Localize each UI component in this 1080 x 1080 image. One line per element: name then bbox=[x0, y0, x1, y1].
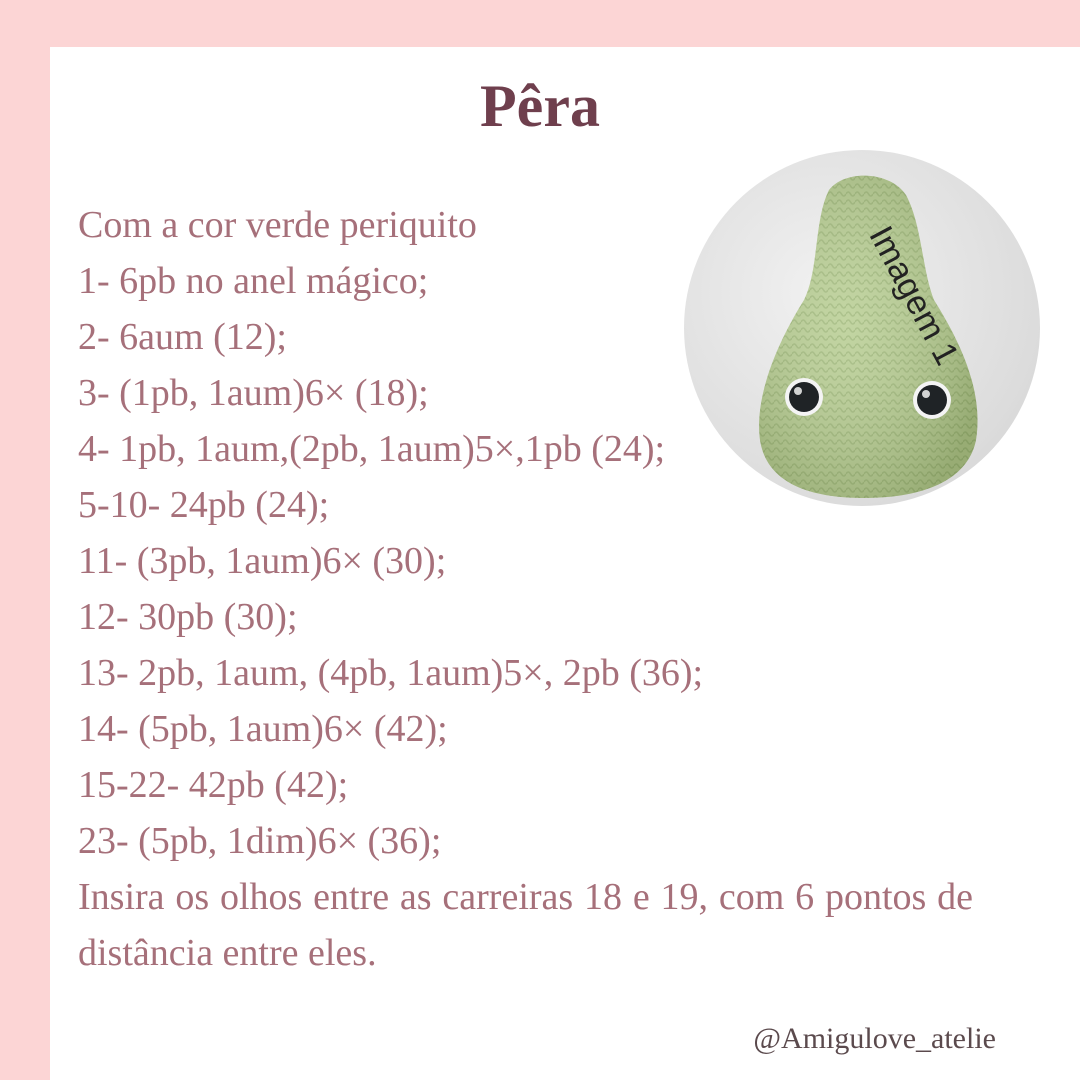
instruction-line: 23- (5pb, 1dim)6× (36); bbox=[78, 820, 442, 862]
instruction-line: 3- (1pb, 1aum)6× (18); bbox=[78, 372, 429, 414]
instagram-handle: @Amigulove_atelie bbox=[753, 1022, 996, 1055]
instruction-line: Com a cor verde periquito bbox=[78, 204, 477, 246]
instruction-line: 5-10- 24pb (24); bbox=[78, 484, 330, 526]
page-title: Pêra bbox=[480, 73, 600, 139]
instruction-line: 11- (3pb, 1aum)6× (30); bbox=[78, 540, 447, 582]
pattern-instructions bbox=[78, 197, 973, 981]
instruction-line: 4- 1pb, 1aum,(2pb, 1aum)5×,1pb (24); bbox=[78, 428, 666, 470]
instruction-line: 12- 30pb (30); bbox=[78, 596, 298, 638]
instruction-line: 2- 6aum (12); bbox=[78, 316, 287, 358]
instruction-note: Insira os olhos entre as carreiras 18 e 19, com 6 pontos de distância entre eles. bbox=[78, 876, 973, 974]
instruction-line: 14- (5pb, 1aum)6× (42); bbox=[78, 708, 448, 750]
photo-caption: Imagem 1 bbox=[861, 220, 966, 372]
instruction-line: 15-22- 42pb (42); bbox=[78, 764, 349, 806]
instruction-line: 1- 6pb no anel mágico; bbox=[78, 260, 429, 302]
instruction-line: 13- 2pb, 1aum, (4pb, 1aum)5×, 2pb (36); bbox=[78, 652, 704, 694]
